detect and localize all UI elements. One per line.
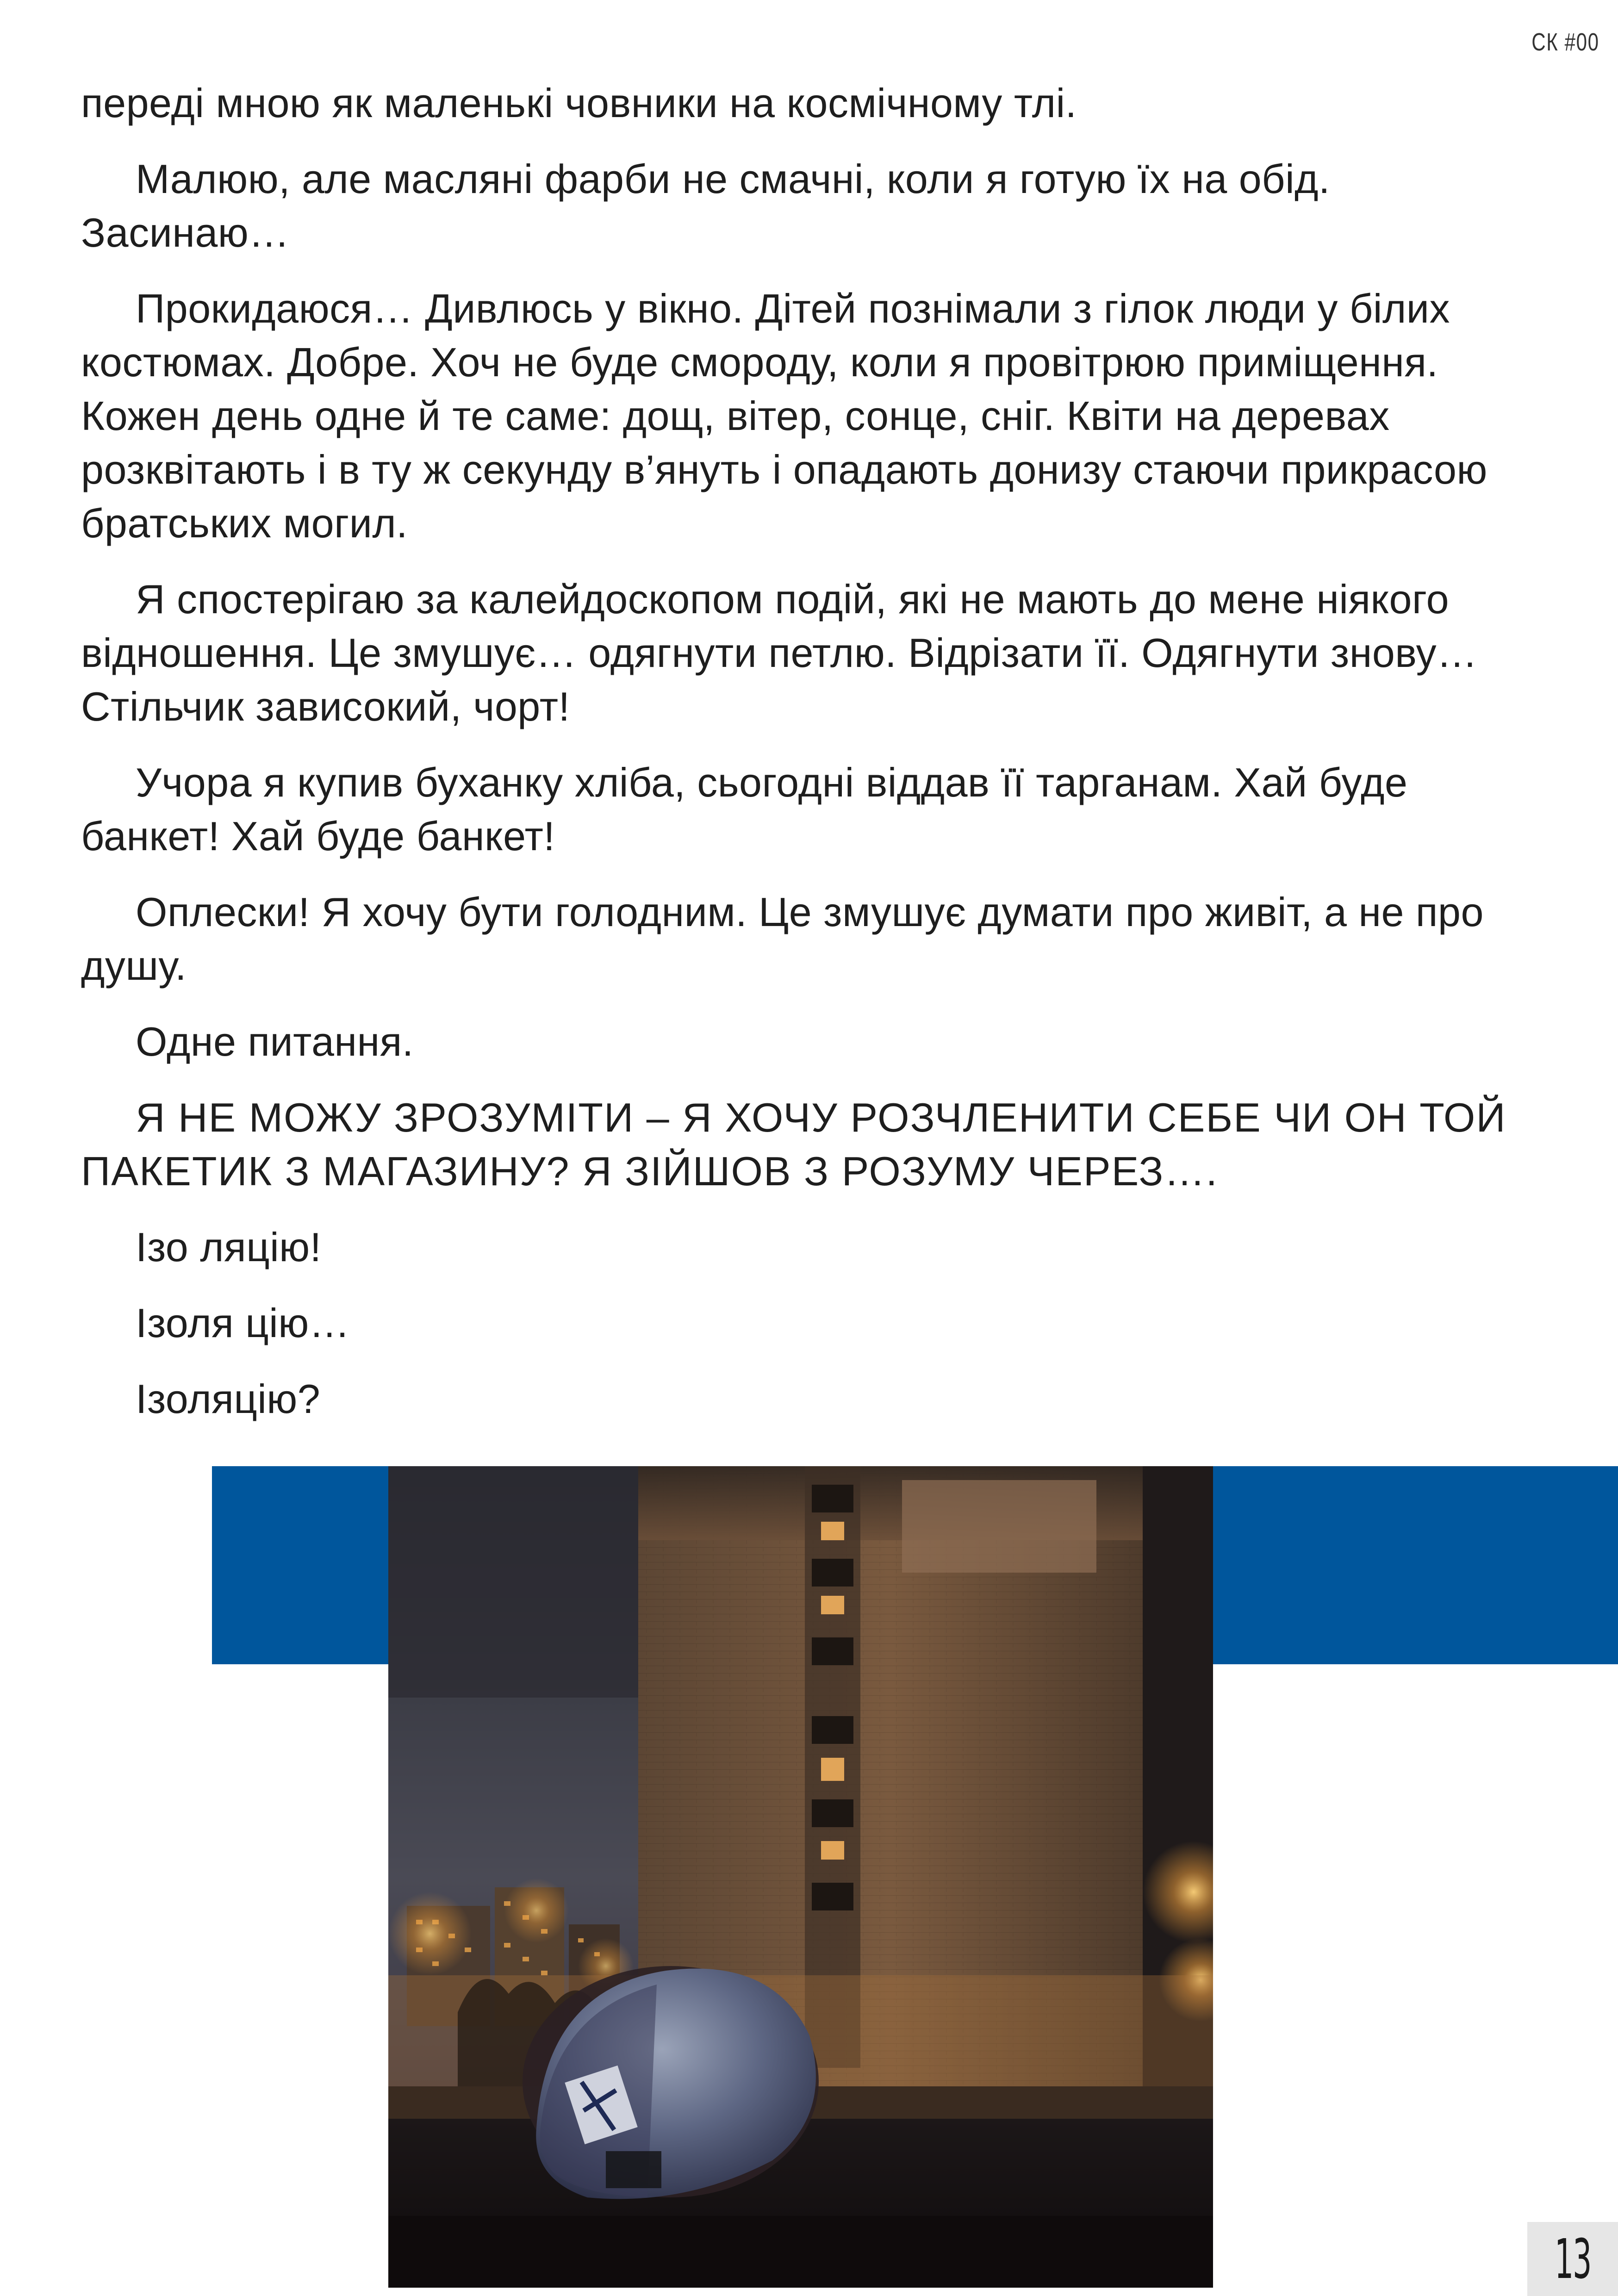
- paragraph: Оплески! Я хочу бути голодним. Це змушує думати про живіт, а не про душу.: [81, 889, 1484, 989]
- paragraph: Одне питання.: [136, 1019, 414, 1064]
- paragraph-caps: Я НЕ МОЖУ ЗРОЗУМІТИ – Я ХОЧУ РОЗЧЛЕНИТИ СЕБЕ ЧИ ОН ТОЙ ПАКЕТИК З МАГАЗИНУ? Я ЗІЙШОВ З РОЗУМУ ЧЕРЕЗ….: [81, 1095, 1506, 1194]
- paragraph: переді мною як маленькі човники на космічному тлі.: [81, 80, 1077, 126]
- paragraph: Я спостерігаю за калейдоскопом подій, які не мають до мене ніякого відношення. Це змушує… одягнути петлю. Відрізати її. Одягнути знову… Стільчик зависокий, чорт!: [81, 576, 1478, 729]
- paragraph: Учора я купив буханку хліба, сьогодні віддав її тарганам. Хай буде банкет! Хай буде банкет!: [81, 759, 1408, 859]
- paragraph: Малюю, але масляні фарби не смачні, коли я готую їх на обід. Засинаю…: [81, 156, 1330, 255]
- article-text: [81, 76, 1530, 1448]
- page-number: 13: [1554, 2227, 1591, 2291]
- paragraph: Ізоляцію?: [136, 1376, 321, 1422]
- paragraph: Ізоля цію…: [136, 1300, 350, 1346]
- magazine-issue-tag: СК #00: [1531, 28, 1599, 56]
- paragraph: Ізо ляцію!: [136, 1224, 322, 1270]
- paragraph: Прокидаюся… Дивлюсь у вікно. Дітей познімали з гілок люди у білих костюмах. Добре. Хоч не буде смороду, коли я провітрюю приміщення. Кожен день одне й те саме: дощ, вітер, сонце, сніг. Квіти на деревах розквітають і в ту ж секунду в’януть і опадають донизу стаючи прикрасою братських могил.: [81, 286, 1487, 546]
- night-window-photo: [388, 1466, 1213, 2288]
- page-number-box: [1527, 2222, 1618, 2296]
